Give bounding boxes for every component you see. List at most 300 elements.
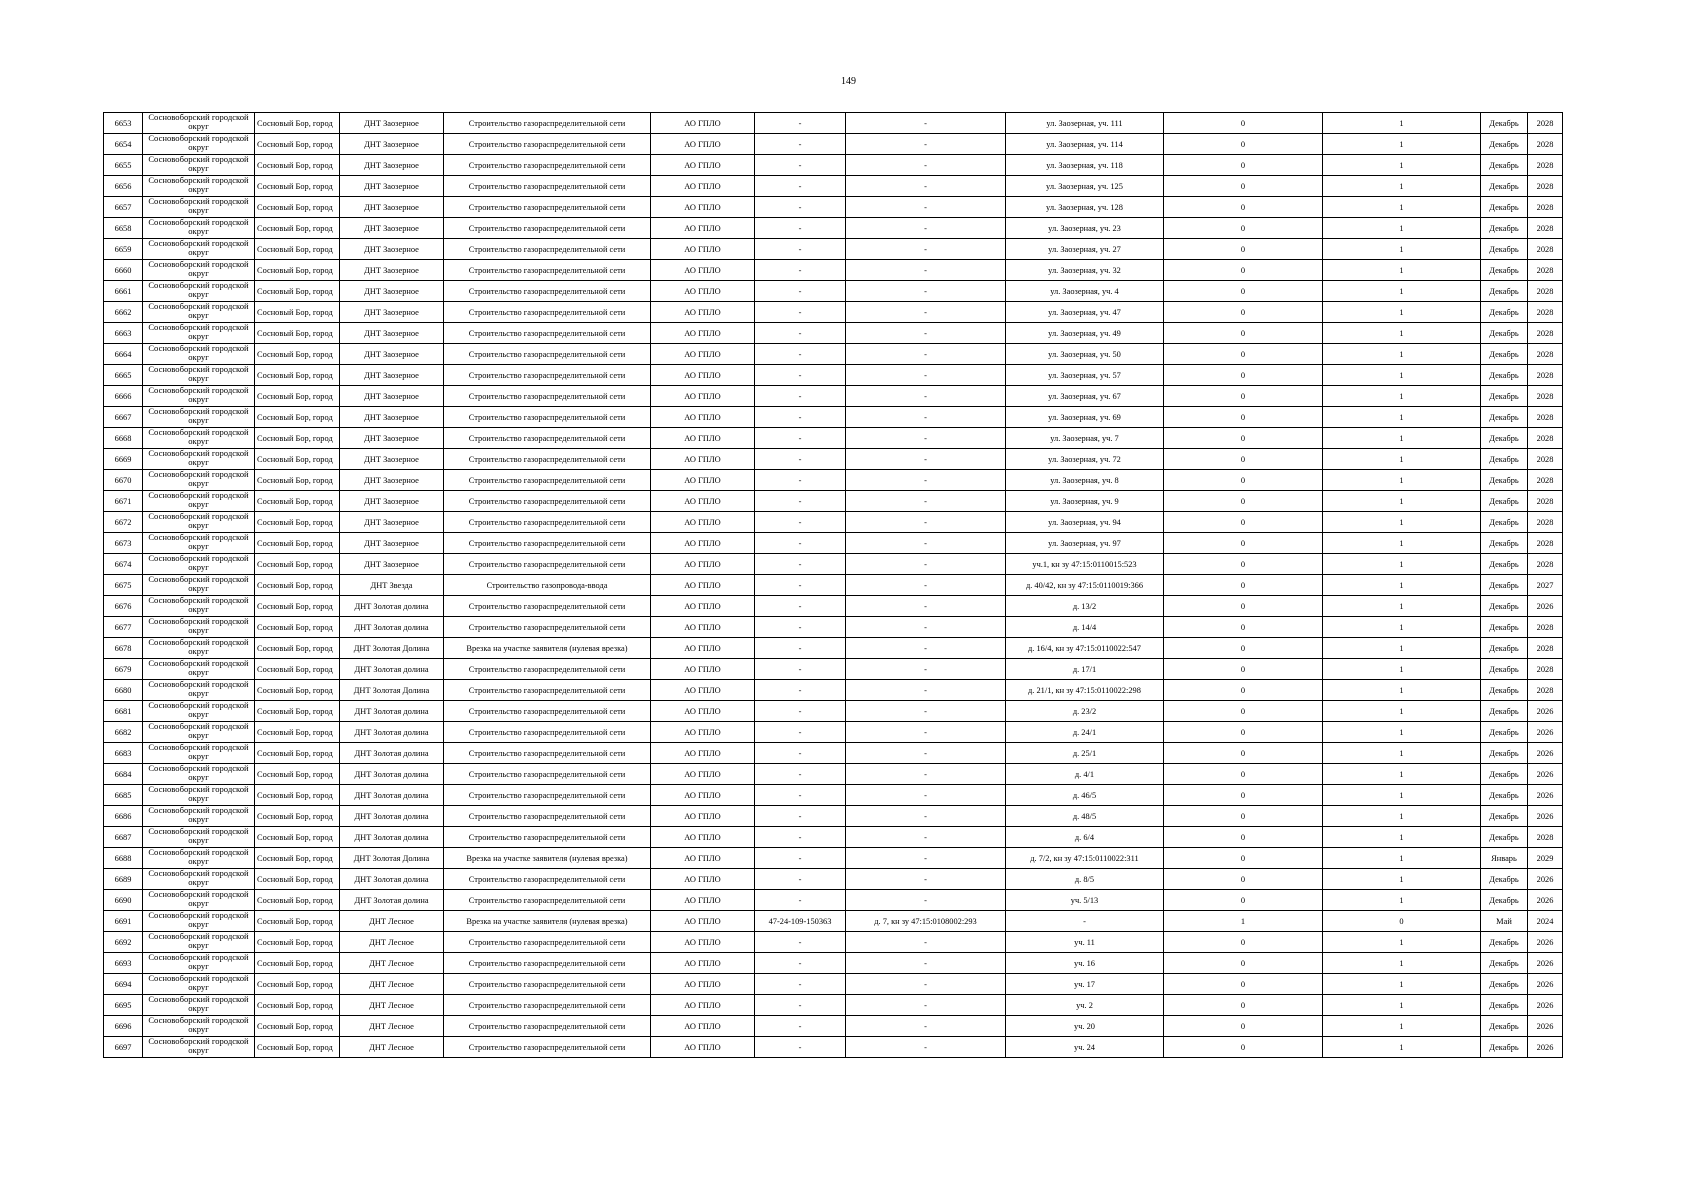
cell-settlement: ДНТ Заозерное (340, 134, 444, 155)
cell-value-a: 0 (1164, 407, 1323, 428)
table-row (104, 428, 1563, 449)
cell-value-a: 0 (1164, 827, 1323, 848)
cell-cadastral: - (846, 1037, 1006, 1058)
cell-settlement: ДНТ Лесное (340, 974, 444, 995)
cell-cadastral: - (846, 743, 1006, 764)
cell-work-type: Строительство газораспределительной сети (444, 302, 651, 323)
cell-okrug (143, 764, 255, 785)
cell-address: д. 21/1, кн зу 47:15:0110022:298 (1006, 680, 1164, 701)
cell-address: уч. 2 (1006, 995, 1164, 1016)
cell-value-a: 0 (1164, 680, 1323, 701)
cell-city: Сосновый Бор, город (255, 239, 340, 260)
cell-cadastral: - (846, 575, 1006, 596)
cell-work-type: Строительство газораспределительной сети (444, 659, 651, 680)
cell-year: 2026 (1528, 743, 1563, 764)
table-row (104, 596, 1563, 617)
table-row (104, 743, 1563, 764)
cell-okrug (143, 365, 255, 386)
table-row (104, 155, 1563, 176)
cell-city: Сосновый Бор, город (255, 218, 340, 239)
cell-month: Декабрь (1481, 113, 1528, 134)
cell-cadastral: - (846, 533, 1006, 554)
okrug-text: Сосновоборский городской округ (148, 197, 249, 215)
cell-month: Декабрь (1481, 806, 1528, 827)
cell-work-type: Строительство газораспределительной сети (444, 596, 651, 617)
cell-value-a: 1 (1164, 911, 1323, 932)
cell-city: Сосновый Бор, город (255, 743, 340, 764)
cell-contract-number: - (755, 323, 846, 344)
cell-organization: АО ГПЛО (651, 344, 755, 365)
cell-cadastral: - (846, 134, 1006, 155)
cell-work-type: Строительство газораспределительной сети (444, 890, 651, 911)
cell-okrug (143, 1016, 255, 1037)
cell-city: Сосновый Бор, город (255, 974, 340, 995)
cell-year: 2028 (1528, 155, 1563, 176)
cell-city: Сосновый Бор, город (255, 323, 340, 344)
cell-city: Сосновый Бор, город (255, 932, 340, 953)
cell-organization: АО ГПЛО (651, 764, 755, 785)
cell-okrug (143, 512, 255, 533)
cell-address: уч. 24 (1006, 1037, 1164, 1058)
cell-row-number: 6679 (104, 659, 143, 680)
cell-okrug (143, 197, 255, 218)
table-row (104, 197, 1563, 218)
cell-work-type: Строительство газораспределительной сети (444, 449, 651, 470)
cell-city: Сосновый Бор, город (255, 554, 340, 575)
okrug-text: Сосновоборский городской округ (148, 617, 249, 635)
cell-address: д. 40/42, кн зу 47:15:0110019:366 (1006, 575, 1164, 596)
cell-organization: АО ГПЛО (651, 428, 755, 449)
cell-address: д. 7/2, кн зу 47:15:0110022:311 (1006, 848, 1164, 869)
okrug-text: Сосновоборский городской округ (148, 953, 249, 971)
cell-city: Сосновый Бор, город (255, 575, 340, 596)
cell-organization: АО ГПЛО (651, 176, 755, 197)
cell-city: Сосновый Бор, город (255, 869, 340, 890)
cell-contract-number: - (755, 176, 846, 197)
cell-value-a: 0 (1164, 302, 1323, 323)
cell-settlement: ДНТ Лесное (340, 932, 444, 953)
cell-address: ул. Заозерная, уч. 4 (1006, 281, 1164, 302)
cell-value-b: 1 (1323, 974, 1481, 995)
cell-settlement: ДНТ Заозерное (340, 218, 444, 239)
cell-organization: АО ГПЛО (651, 785, 755, 806)
cell-row-number: 6690 (104, 890, 143, 911)
cell-year: 2028 (1528, 680, 1563, 701)
cell-city: Сосновый Бор, город (255, 386, 340, 407)
cell-month: Декабрь (1481, 302, 1528, 323)
cell-work-type: Строительство газораспределительной сети (444, 554, 651, 575)
cell-cadastral: - (846, 1016, 1006, 1037)
cell-year: 2028 (1528, 449, 1563, 470)
cell-year: 2026 (1528, 701, 1563, 722)
cell-city: Сосновый Бор, город (255, 1016, 340, 1037)
cell-address: уч.1, кн зу 47:15:0110015:523 (1006, 554, 1164, 575)
cell-cadastral: - (846, 554, 1006, 575)
cell-value-a: 0 (1164, 617, 1323, 638)
cell-value-a: 0 (1164, 932, 1323, 953)
table-body (104, 113, 1563, 1058)
cell-settlement: ДНТ Золотая Долина (340, 680, 444, 701)
table-row (104, 344, 1563, 365)
cell-work-type: Врезка на участке заявителя (нулевая врезка) (444, 848, 651, 869)
cell-year: 2029 (1528, 848, 1563, 869)
table-row (104, 806, 1563, 827)
cell-city: Сосновый Бор, город (255, 785, 340, 806)
cell-cadastral: - (846, 323, 1006, 344)
cell-settlement: ДНТ Золотая долина (340, 764, 444, 785)
table-row (104, 323, 1563, 344)
okrug-text: Сосновоборский городской округ (148, 470, 249, 488)
cell-okrug (143, 617, 255, 638)
cell-contract-number: - (755, 1037, 846, 1058)
cell-contract-number: 47-24-109-150363 (755, 911, 846, 932)
cell-okrug (143, 806, 255, 827)
cell-work-type: Строительство газораспределительной сети (444, 260, 651, 281)
cell-work-type: Строительство газораспределительной сети (444, 806, 651, 827)
cell-row-number: 6663 (104, 323, 143, 344)
cell-settlement: ДНТ Заозерное (340, 491, 444, 512)
table-row (104, 659, 1563, 680)
cell-settlement: ДНТ Лесное (340, 953, 444, 974)
cell-okrug (143, 638, 255, 659)
cell-value-b: 1 (1323, 449, 1481, 470)
cell-value-b: 1 (1323, 1016, 1481, 1037)
table-row (104, 869, 1563, 890)
cell-year: 2028 (1528, 638, 1563, 659)
cell-address: ул. Заозерная, уч. 128 (1006, 197, 1164, 218)
cell-contract-number: - (755, 281, 846, 302)
okrug-text: Сосновоборский городской округ (148, 449, 249, 467)
cell-month: Декабрь (1481, 218, 1528, 239)
cell-cadastral: - (846, 260, 1006, 281)
cell-value-a: 0 (1164, 659, 1323, 680)
cell-settlement: ДНТ Заозерное (340, 176, 444, 197)
cell-year: 2028 (1528, 827, 1563, 848)
cell-cadastral: - (846, 113, 1006, 134)
cell-row-number: 6671 (104, 491, 143, 512)
cell-city: Сосновый Бор, город (255, 113, 340, 134)
cell-row-number: 6653 (104, 113, 143, 134)
cell-settlement: ДНТ Заозерное (340, 512, 444, 533)
cell-cadastral: - (846, 701, 1006, 722)
cell-contract-number: - (755, 554, 846, 575)
cell-contract-number: - (755, 953, 846, 974)
cell-row-number: 6683 (104, 743, 143, 764)
cell-value-a: 0 (1164, 512, 1323, 533)
table-row (104, 113, 1563, 134)
okrug-text: Сосновоборский городской округ (148, 575, 249, 593)
table-row (104, 239, 1563, 260)
cell-year: 2026 (1528, 1037, 1563, 1058)
okrug-text: Сосновоборский городской округ (148, 995, 249, 1013)
okrug-text: Сосновоборский городской округ (148, 155, 249, 173)
cell-settlement: ДНТ Заозерное (340, 470, 444, 491)
cell-row-number: 6680 (104, 680, 143, 701)
cell-value-b: 1 (1323, 806, 1481, 827)
cell-address: ул. Заозерная, уч. 114 (1006, 134, 1164, 155)
cell-address: ул. Заозерная, уч. 27 (1006, 239, 1164, 260)
cell-address: ул. Заозерная, уч. 118 (1006, 155, 1164, 176)
cell-value-b: 1 (1323, 491, 1481, 512)
cell-cadastral: - (846, 386, 1006, 407)
okrug-text: Сосновоборский городской округ (148, 533, 249, 551)
cell-work-type: Строительство газораспределительной сети (444, 701, 651, 722)
cell-organization: АО ГПЛО (651, 722, 755, 743)
cell-value-b: 1 (1323, 596, 1481, 617)
cell-address: д. 48/5 (1006, 806, 1164, 827)
cell-work-type: Строительство газораспределительной сети (444, 1016, 651, 1037)
cell-year: 2026 (1528, 806, 1563, 827)
cell-cadastral: - (846, 512, 1006, 533)
cell-month: Декабрь (1481, 344, 1528, 365)
cell-city: Сосновый Бор, город (255, 680, 340, 701)
table-row (104, 407, 1563, 428)
cell-value-b: 1 (1323, 995, 1481, 1016)
cell-organization: АО ГПЛО (651, 449, 755, 470)
cell-month: Декабрь (1481, 281, 1528, 302)
cell-cadastral: - (846, 155, 1006, 176)
cell-value-b: 1 (1323, 134, 1481, 155)
table-row (104, 512, 1563, 533)
cell-organization: АО ГПЛО (651, 533, 755, 554)
cell-contract-number: - (755, 113, 846, 134)
cell-year: 2026 (1528, 932, 1563, 953)
okrug-text: Сосновоборский городской округ (148, 386, 249, 404)
cell-value-b: 1 (1323, 533, 1481, 554)
cell-value-a: 0 (1164, 785, 1323, 806)
cell-value-b: 1 (1323, 365, 1481, 386)
cell-contract-number: - (755, 491, 846, 512)
cell-city: Сосновый Бор, город (255, 533, 340, 554)
cell-organization: АО ГПЛО (651, 113, 755, 134)
cell-row-number: 6670 (104, 470, 143, 491)
cell-month: Декабрь (1481, 176, 1528, 197)
cell-address: ул. Заозерная, уч. 94 (1006, 512, 1164, 533)
okrug-text: Сосновоборский городской округ (148, 596, 249, 614)
cell-address: д. 23/2 (1006, 701, 1164, 722)
cell-value-b: 1 (1323, 218, 1481, 239)
cell-row-number: 6672 (104, 512, 143, 533)
cell-contract-number: - (755, 407, 846, 428)
cell-value-a: 0 (1164, 575, 1323, 596)
cell-year: 2028 (1528, 218, 1563, 239)
cell-value-b: 1 (1323, 1037, 1481, 1058)
cell-value-a: 0 (1164, 890, 1323, 911)
cell-value-b: 1 (1323, 743, 1481, 764)
cell-work-type: Строительство газораспределительной сети (444, 533, 651, 554)
cell-contract-number: - (755, 764, 846, 785)
cell-organization: АО ГПЛО (651, 491, 755, 512)
cell-cadastral: д. 7, кн зу 47:15:0108002:293 (846, 911, 1006, 932)
cell-settlement: ДНТ Золотая долина (340, 806, 444, 827)
cell-okrug (143, 386, 255, 407)
cell-organization: АО ГПЛО (651, 932, 755, 953)
cell-value-b: 0 (1323, 911, 1481, 932)
okrug-text: Сосновоборский городской округ (148, 659, 249, 677)
cell-cadastral: - (846, 197, 1006, 218)
table-row (104, 1037, 1563, 1058)
cell-year: 2028 (1528, 281, 1563, 302)
cell-month: Декабрь (1481, 134, 1528, 155)
cell-value-a: 0 (1164, 533, 1323, 554)
cell-okrug (143, 239, 255, 260)
cell-city: Сосновый Бор, город (255, 344, 340, 365)
cell-settlement: ДНТ Заозерное (340, 239, 444, 260)
cell-work-type: Строительство газораспределительной сети (444, 134, 651, 155)
cell-settlement: ДНТ Звезда (340, 575, 444, 596)
cell-work-type: Строительство газораспределительной сети (444, 281, 651, 302)
cell-cadastral: - (846, 806, 1006, 827)
cell-organization: АО ГПЛО (651, 869, 755, 890)
cell-city: Сосновый Бор, город (255, 407, 340, 428)
cell-okrug (143, 848, 255, 869)
cell-value-b: 1 (1323, 785, 1481, 806)
cell-address: д. 8/5 (1006, 869, 1164, 890)
cell-row-number: 6662 (104, 302, 143, 323)
cell-contract-number: - (755, 722, 846, 743)
cell-cadastral: - (846, 659, 1006, 680)
cell-okrug (143, 176, 255, 197)
okrug-text: Сосновоборский городской округ (148, 491, 249, 509)
cell-city: Сосновый Бор, город (255, 155, 340, 176)
cell-address: ул. Заозерная, уч. 69 (1006, 407, 1164, 428)
cell-organization: АО ГПЛО (651, 617, 755, 638)
cell-row-number: 6666 (104, 386, 143, 407)
cell-month: Декабрь (1481, 932, 1528, 953)
page-number: 149 (841, 76, 856, 87)
cell-year: 2028 (1528, 176, 1563, 197)
cell-organization: АО ГПЛО (651, 512, 755, 533)
cell-work-type: Строительство газораспределительной сети (444, 974, 651, 995)
cell-contract-number: - (755, 197, 846, 218)
table-row (104, 134, 1563, 155)
table-row (104, 260, 1563, 281)
cell-organization: АО ГПЛО (651, 470, 755, 491)
cell-address: ул. Заозерная, уч. 8 (1006, 470, 1164, 491)
okrug-text: Сосновоборский городской округ (148, 407, 249, 425)
cell-work-type: Строительство газораспределительной сети (444, 239, 651, 260)
cell-cadastral: - (846, 596, 1006, 617)
cell-year: 2028 (1528, 134, 1563, 155)
cell-okrug (143, 680, 255, 701)
cell-work-type: Строительство газораспределительной сети (444, 680, 651, 701)
cell-year: 2028 (1528, 617, 1563, 638)
cell-cadastral: - (846, 302, 1006, 323)
table-row (104, 911, 1563, 932)
cell-work-type: Строительство газораспределительной сети (444, 365, 651, 386)
okrug-text: Сосновоборский городской округ (148, 764, 249, 782)
cell-okrug (143, 995, 255, 1016)
cell-okrug (143, 470, 255, 491)
cell-okrug (143, 869, 255, 890)
cell-value-b: 1 (1323, 155, 1481, 176)
okrug-text: Сосновоборский городской округ (148, 911, 249, 929)
cell-contract-number: - (755, 260, 846, 281)
cell-year: 2026 (1528, 869, 1563, 890)
cell-value-a: 0 (1164, 260, 1323, 281)
cell-okrug (143, 701, 255, 722)
cell-month: Декабрь (1481, 617, 1528, 638)
cell-settlement: ДНТ Заозерное (340, 386, 444, 407)
cell-year: 2028 (1528, 512, 1563, 533)
table-row (104, 932, 1563, 953)
cell-value-a: 0 (1164, 722, 1323, 743)
cell-contract-number: - (755, 344, 846, 365)
cell-cadastral: - (846, 995, 1006, 1016)
cell-organization: АО ГПЛО (651, 218, 755, 239)
table-row (104, 218, 1563, 239)
cell-value-a: 0 (1164, 386, 1323, 407)
cell-cadastral: - (846, 932, 1006, 953)
cell-work-type: Врезка на участке заявителя (нулевая врезка) (444, 638, 651, 659)
cell-value-a: 0 (1164, 974, 1323, 995)
cell-year: 2026 (1528, 764, 1563, 785)
cell-settlement: ДНТ Золотая долина (340, 827, 444, 848)
cell-cadastral: - (846, 890, 1006, 911)
cell-work-type: Строительство газопровода-ввода (444, 575, 651, 596)
cell-month: Декабрь (1481, 260, 1528, 281)
cell-work-type: Строительство газораспределительной сети (444, 743, 651, 764)
table-row (104, 974, 1563, 995)
cell-contract-number: - (755, 449, 846, 470)
cell-year: 2026 (1528, 1016, 1563, 1037)
cell-value-b: 1 (1323, 323, 1481, 344)
table-row (104, 365, 1563, 386)
cell-row-number: 6661 (104, 281, 143, 302)
cell-settlement: ДНТ Лесное (340, 1037, 444, 1058)
cell-row-number: 6685 (104, 785, 143, 806)
cell-month: Декабрь (1481, 995, 1528, 1016)
cell-value-b: 1 (1323, 848, 1481, 869)
cell-work-type: Строительство газораспределительной сети (444, 932, 651, 953)
cell-year: 2026 (1528, 596, 1563, 617)
cell-city: Сосновый Бор, город (255, 953, 340, 974)
table-row (104, 554, 1563, 575)
gasification-table (103, 112, 1563, 1058)
cell-organization: АО ГПЛО (651, 239, 755, 260)
cell-row-number: 6684 (104, 764, 143, 785)
cell-year: 2028 (1528, 302, 1563, 323)
cell-settlement: ДНТ Лесное (340, 1016, 444, 1037)
cell-value-a: 0 (1164, 869, 1323, 890)
okrug-text: Сосновоборский городской округ (148, 302, 249, 320)
okrug-text: Сосновоборский городской округ (148, 869, 249, 887)
cell-value-a: 0 (1164, 176, 1323, 197)
cell-value-b: 1 (1323, 302, 1481, 323)
cell-row-number: 6686 (104, 806, 143, 827)
cell-value-a: 0 (1164, 848, 1323, 869)
cell-row-number: 6668 (104, 428, 143, 449)
cell-month: Декабрь (1481, 533, 1528, 554)
cell-row-number: 6692 (104, 932, 143, 953)
table-row (104, 302, 1563, 323)
cell-settlement: ДНТ Золотая долина (340, 596, 444, 617)
cell-city: Сосновый Бор, город (255, 134, 340, 155)
okrug-text: Сосновоборский городской округ (148, 365, 249, 383)
okrug-text: Сосновоборский городской округ (148, 512, 249, 530)
cell-work-type: Врезка на участке заявителя (нулевая врезка) (444, 911, 651, 932)
cell-okrug (143, 113, 255, 134)
cell-year: 2028 (1528, 407, 1563, 428)
cell-row-number: 6660 (104, 260, 143, 281)
cell-year: 2026 (1528, 953, 1563, 974)
cell-contract-number: - (755, 806, 846, 827)
cell-cadastral: - (846, 848, 1006, 869)
cell-month: Декабрь (1481, 449, 1528, 470)
cell-month: Декабрь (1481, 764, 1528, 785)
cell-value-b: 1 (1323, 260, 1481, 281)
table-row (104, 785, 1563, 806)
